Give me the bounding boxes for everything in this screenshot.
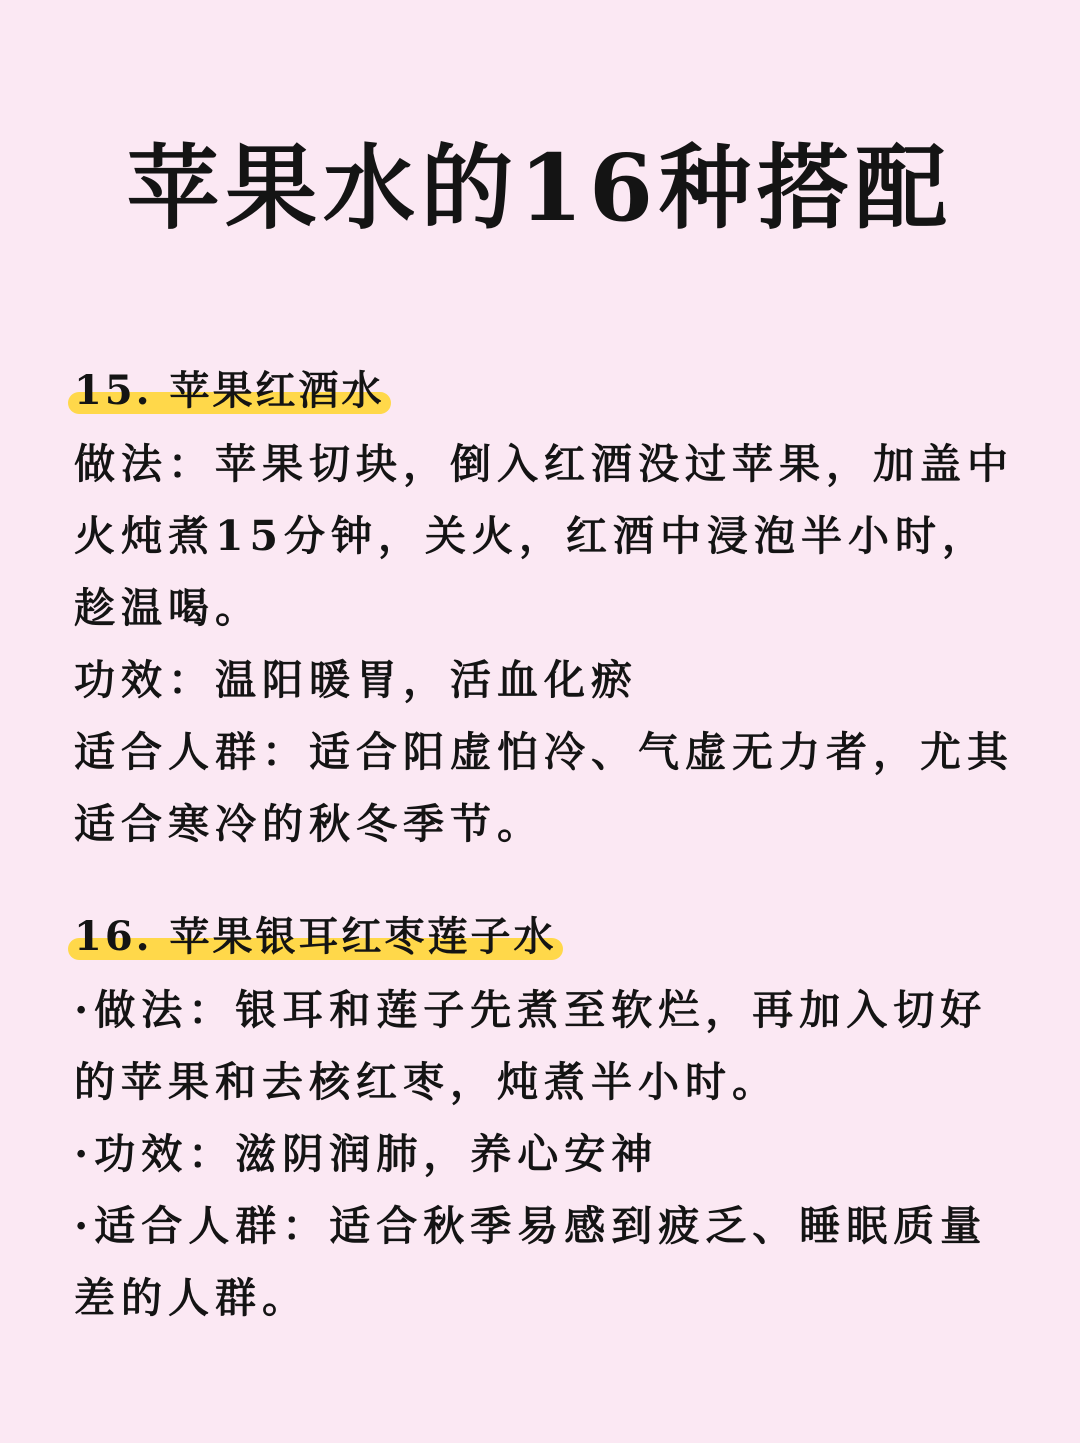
recipe-effect: ·功效：滋阴润肺，养心安神 xyxy=(74,1130,659,1178)
recipe-method: ·做法：银耳和莲子先煮至软烂，再加入切好的苹果和去核红枣，炖煮半小时。 xyxy=(74,986,988,1106)
recipe-audience: ·适合人群：适合秋季易感到疲乏、睡眠质量差的人群。 xyxy=(74,1202,988,1322)
recipe-section-15 xyxy=(74,362,1014,860)
recipe-heading xyxy=(74,362,385,420)
recipe-section-16 xyxy=(74,908,1014,1334)
recipe-heading xyxy=(74,908,557,966)
recipe-heading-text: 16. 苹果银耳红枣莲子水 xyxy=(74,913,557,960)
page-title: 苹果水的16种搭配 xyxy=(126,134,954,242)
recipe-effect: 功效：温阳暖胃，活血化瘀 xyxy=(74,656,638,704)
recipe-heading-text: 15. 苹果红酒水 xyxy=(74,367,385,414)
recipe-audience: 适合人群：适合阳虚怕冷、气虚无力者，尤其适合寒冷的秋冬季节。 xyxy=(74,728,1014,848)
recipe-method: 做法：苹果切块，倒入红酒没过苹果，加盖中火炖煮15分钟，关火，红酒中浸泡半小时，趁温喝。 xyxy=(74,440,1014,632)
